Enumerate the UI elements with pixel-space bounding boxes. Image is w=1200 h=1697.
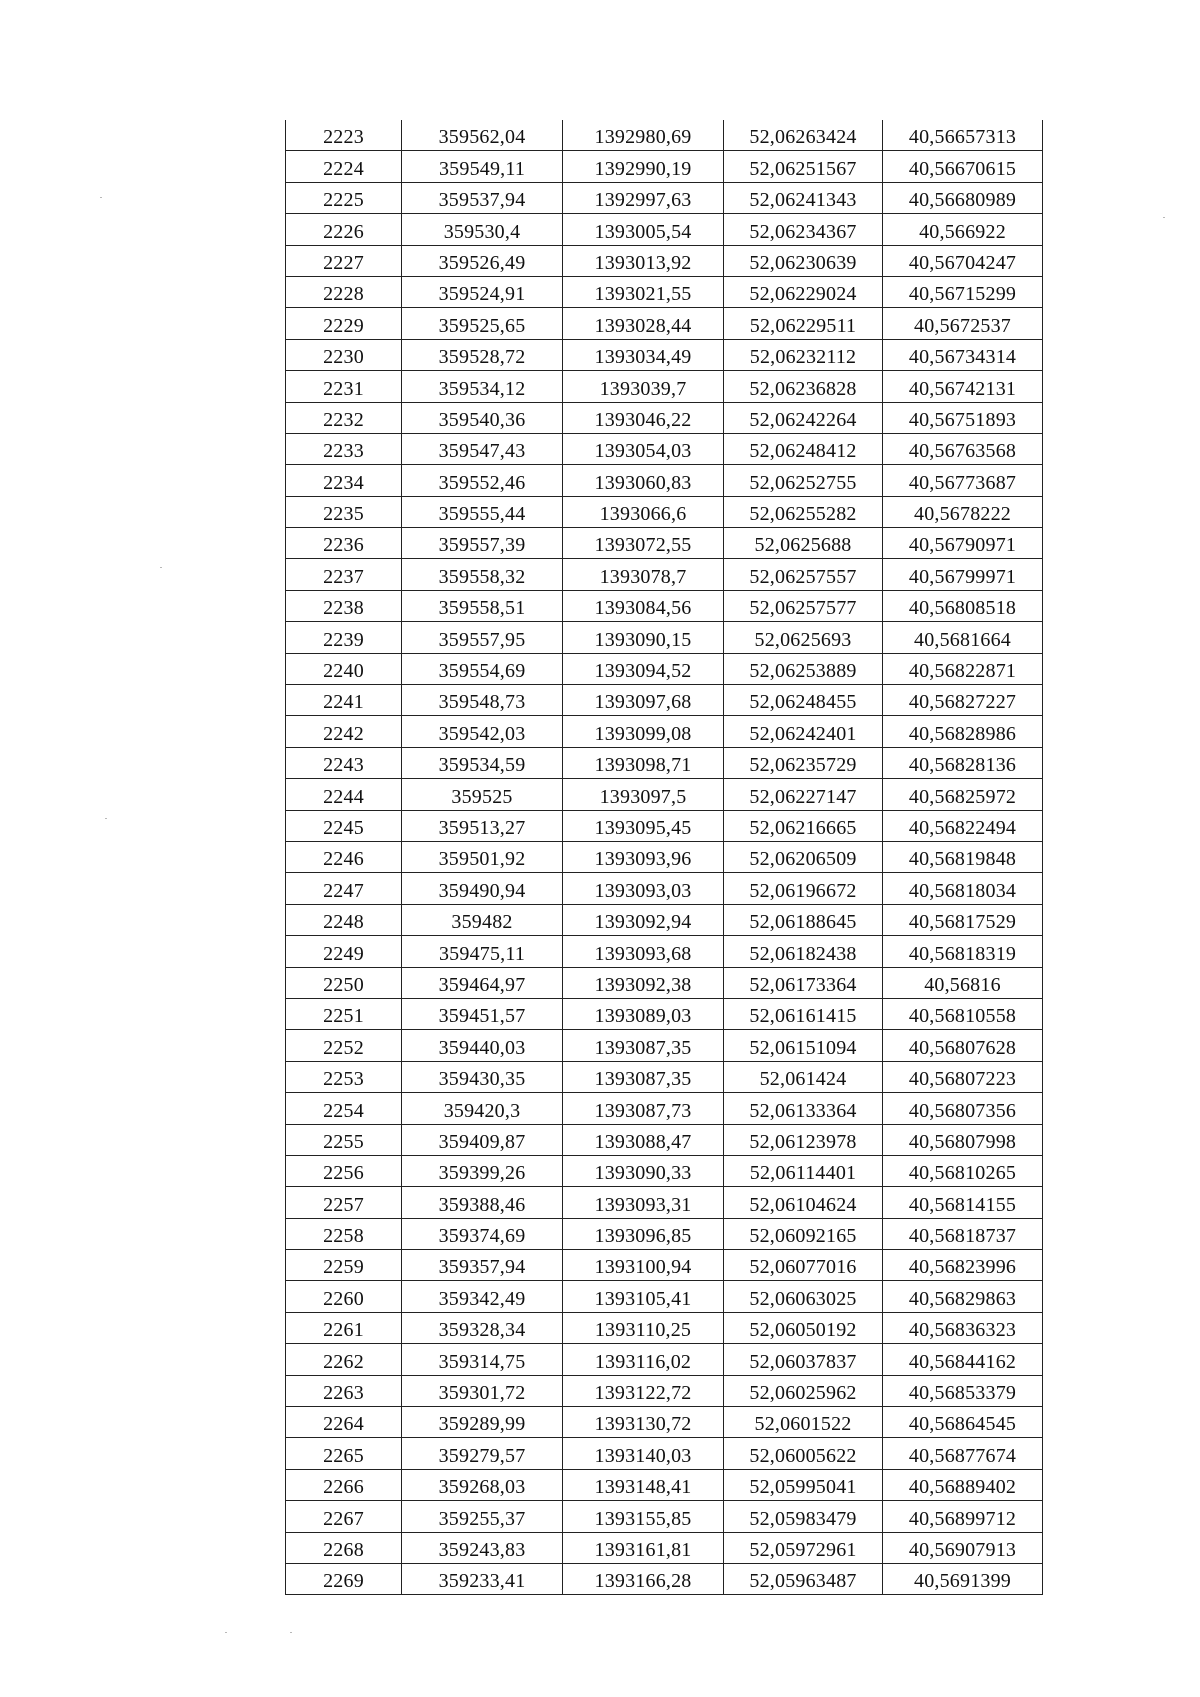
point-number-cell: 2240 [286,653,402,684]
latitude-cell: 52,06151094 [724,1030,883,1061]
table-row [286,1155,1043,1186]
y-coordinate-cell: 1393092,38 [563,967,724,998]
point-number-cell: 2263 [286,1375,402,1406]
x-coordinate-cell: 359482 [402,904,563,935]
table-row [286,1250,1043,1281]
table-row [286,1312,1043,1343]
table-row [286,967,1043,998]
point-number-cell: 2237 [286,559,402,590]
longitude-cell: 40,56734314 [883,339,1043,370]
point-number-cell: 2254 [286,1093,402,1124]
table-row [286,810,1043,841]
latitude-cell: 52,06063025 [724,1281,883,1312]
x-coordinate-cell: 359430,35 [402,1061,563,1092]
table-row [286,465,1043,496]
latitude-cell: 52,06236828 [724,371,883,402]
y-coordinate-cell: 1393094,52 [563,653,724,684]
latitude-cell: 52,06255282 [724,496,883,527]
latitude-cell: 52,06077016 [724,1250,883,1281]
latitude-cell: 52,06235729 [724,747,883,778]
longitude-cell: 40,56889402 [883,1469,1043,1500]
x-coordinate-cell: 359490,94 [402,873,563,904]
y-coordinate-cell: 1393140,03 [563,1438,724,1469]
longitude-cell: 40,56853379 [883,1375,1043,1406]
latitude-cell: 52,06206509 [724,841,883,872]
x-coordinate-cell: 359548,73 [402,685,563,716]
longitude-cell: 40,56715299 [883,276,1043,307]
longitude-cell: 40,56864545 [883,1407,1043,1438]
latitude-cell: 52,06216665 [724,810,883,841]
y-coordinate-cell: 1392980,69 [563,120,724,151]
table-row [286,1532,1043,1563]
table-row [286,873,1043,904]
y-coordinate-cell: 1393093,31 [563,1187,724,1218]
longitude-cell: 40,56844162 [883,1344,1043,1375]
table-row [286,1281,1043,1312]
longitude-cell: 40,56670615 [883,151,1043,182]
y-coordinate-cell: 1393084,56 [563,590,724,621]
x-coordinate-cell: 359314,75 [402,1344,563,1375]
point-number-cell: 2245 [286,810,402,841]
latitude-cell: 52,06230639 [724,245,883,276]
point-number-cell: 2250 [286,967,402,998]
y-coordinate-cell: 1393013,92 [563,245,724,276]
table-row [286,998,1043,1029]
x-coordinate-cell: 359542,03 [402,716,563,747]
y-coordinate-cell: 1393093,96 [563,841,724,872]
point-number-cell: 2260 [286,1281,402,1312]
point-number-cell: 2269 [286,1563,402,1594]
x-coordinate-cell: 359301,72 [402,1375,563,1406]
y-coordinate-cell: 1393087,35 [563,1061,724,1092]
longitude-cell: 40,56836323 [883,1312,1043,1343]
latitude-cell: 52,06123978 [724,1124,883,1155]
y-coordinate-cell: 1392997,63 [563,182,724,213]
longitude-cell: 40,5691399 [883,1563,1043,1594]
x-coordinate-cell: 359540,36 [402,402,563,433]
table-row [286,1061,1043,1092]
table-row [286,747,1043,778]
x-coordinate-cell: 359399,26 [402,1155,563,1186]
y-coordinate-cell: 1393005,54 [563,214,724,245]
table-row [286,653,1043,684]
x-coordinate-cell: 359475,11 [402,936,563,967]
longitude-cell: 40,56799971 [883,559,1043,590]
x-coordinate-cell: 359562,04 [402,120,563,151]
table-row [286,528,1043,559]
point-number-cell: 2253 [286,1061,402,1092]
longitude-cell: 40,56825972 [883,779,1043,810]
x-coordinate-cell: 359547,43 [402,433,563,464]
point-number-cell: 2236 [286,528,402,559]
table-row [286,1344,1043,1375]
point-number-cell: 2223 [286,120,402,151]
longitude-cell: 40,56907913 [883,1532,1043,1563]
y-coordinate-cell: 1393098,71 [563,747,724,778]
longitude-cell: 40,56828136 [883,747,1043,778]
latitude-cell: 52,05963487 [724,1563,883,1594]
latitude-cell: 52,05995041 [724,1469,883,1500]
latitude-cell: 52,0625693 [724,622,883,653]
longitude-cell: 40,56751893 [883,402,1043,433]
latitude-cell: 52,06248412 [724,433,883,464]
y-coordinate-cell: 1393097,68 [563,685,724,716]
point-number-cell: 2267 [286,1501,402,1532]
x-coordinate-cell: 359552,46 [402,465,563,496]
longitude-cell: 40,56817529 [883,904,1043,935]
table-row [286,1030,1043,1061]
y-coordinate-cell: 1393028,44 [563,308,724,339]
scan-speck [225,1632,227,1633]
x-coordinate-cell: 359525,65 [402,308,563,339]
longitude-cell: 40,56828986 [883,716,1043,747]
latitude-cell: 52,061424 [724,1061,883,1092]
table-row [286,1187,1043,1218]
latitude-cell: 52,05972961 [724,1532,883,1563]
scan-speck [105,818,107,819]
table-row [286,559,1043,590]
point-number-cell: 2258 [286,1218,402,1249]
latitude-cell: 52,06227147 [724,779,883,810]
latitude-cell: 52,06050192 [724,1312,883,1343]
point-number-cell: 2229 [286,308,402,339]
coordinates-table [285,120,1043,1595]
longitude-cell: 40,56827227 [883,685,1043,716]
x-coordinate-cell: 359530,4 [402,214,563,245]
latitude-cell: 52,06196672 [724,873,883,904]
point-number-cell: 2266 [286,1469,402,1500]
longitude-cell: 40,5681664 [883,622,1043,653]
table-row [286,716,1043,747]
table-row [286,1438,1043,1469]
scan-speck [100,197,102,198]
x-coordinate-cell: 359342,49 [402,1281,563,1312]
table-row [286,904,1043,935]
x-coordinate-cell: 359558,51 [402,590,563,621]
y-coordinate-cell: 1393087,73 [563,1093,724,1124]
y-coordinate-cell: 1393021,55 [563,276,724,307]
longitude-cell: 40,56814155 [883,1187,1043,1218]
x-coordinate-cell: 359440,03 [402,1030,563,1061]
point-number-cell: 2225 [286,182,402,213]
point-number-cell: 2244 [286,779,402,810]
x-coordinate-cell: 359557,39 [402,528,563,559]
y-coordinate-cell: 1393097,5 [563,779,724,810]
point-number-cell: 2243 [286,747,402,778]
x-coordinate-cell: 359534,12 [402,371,563,402]
point-number-cell: 2227 [286,245,402,276]
longitude-cell: 40,56818319 [883,936,1043,967]
latitude-cell: 52,06257557 [724,559,883,590]
latitude-cell: 52,05983479 [724,1501,883,1532]
y-coordinate-cell: 1393161,81 [563,1532,724,1563]
point-number-cell: 2255 [286,1124,402,1155]
table-row [286,1563,1043,1594]
longitude-cell: 40,5672537 [883,308,1043,339]
point-number-cell: 2228 [286,276,402,307]
scan-speck [1163,217,1165,218]
latitude-cell: 52,06188645 [724,904,883,935]
latitude-cell: 52,06263424 [724,120,883,151]
longitude-cell: 40,56819848 [883,841,1043,872]
latitude-cell: 52,06251567 [724,151,883,182]
point-number-cell: 2238 [286,590,402,621]
latitude-cell: 52,06229511 [724,308,883,339]
y-coordinate-cell: 1393166,28 [563,1563,724,1594]
point-number-cell: 2233 [286,433,402,464]
latitude-cell: 52,06025962 [724,1375,883,1406]
y-coordinate-cell: 1393088,47 [563,1124,724,1155]
x-coordinate-cell: 359451,57 [402,998,563,1029]
y-coordinate-cell: 1393078,7 [563,559,724,590]
table-row [286,433,1043,464]
x-coordinate-cell: 359558,32 [402,559,563,590]
scan-speck [290,1632,292,1633]
y-coordinate-cell: 1393092,94 [563,904,724,935]
longitude-cell: 40,56657313 [883,120,1043,151]
table-row [286,151,1043,182]
scan-speck [160,567,162,568]
x-coordinate-cell: 359557,95 [402,622,563,653]
table-row [286,402,1043,433]
longitude-cell: 40,56829863 [883,1281,1043,1312]
latitude-cell: 52,06161415 [724,998,883,1029]
point-number-cell: 2235 [286,496,402,527]
x-coordinate-cell: 359513,27 [402,810,563,841]
table-row [286,120,1043,151]
point-number-cell: 2249 [286,936,402,967]
point-number-cell: 2247 [286,873,402,904]
point-number-cell: 2268 [286,1532,402,1563]
point-number-cell: 2259 [286,1250,402,1281]
table-row [286,1501,1043,1532]
y-coordinate-cell: 1392990,19 [563,151,724,182]
longitude-cell: 40,566922 [883,214,1043,245]
point-number-cell: 2265 [286,1438,402,1469]
point-number-cell: 2256 [286,1155,402,1186]
latitude-cell: 52,06252755 [724,465,883,496]
table-row [286,590,1043,621]
x-coordinate-cell: 359255,37 [402,1501,563,1532]
point-number-cell: 2257 [286,1187,402,1218]
longitude-cell: 40,56807628 [883,1030,1043,1061]
longitude-cell: 40,56810558 [883,998,1043,1029]
latitude-cell: 52,06133364 [724,1093,883,1124]
longitude-cell: 40,56807223 [883,1061,1043,1092]
latitude-cell: 52,06092165 [724,1218,883,1249]
table-row [286,841,1043,872]
table-row [286,936,1043,967]
x-coordinate-cell: 359279,57 [402,1438,563,1469]
longitude-cell: 40,56680989 [883,182,1043,213]
longitude-cell: 40,56899712 [883,1501,1043,1532]
latitude-cell: 52,06257577 [724,590,883,621]
point-number-cell: 2251 [286,998,402,1029]
y-coordinate-cell: 1393093,03 [563,873,724,904]
y-coordinate-cell: 1393155,85 [563,1501,724,1532]
latitude-cell: 52,06005622 [724,1438,883,1469]
latitude-cell: 52,06241343 [724,182,883,213]
y-coordinate-cell: 1393105,41 [563,1281,724,1312]
longitude-cell: 40,56822494 [883,810,1043,841]
latitude-cell: 52,06037837 [724,1344,883,1375]
point-number-cell: 2224 [286,151,402,182]
table-row [286,1375,1043,1406]
latitude-cell: 52,06104624 [724,1187,883,1218]
table-row [286,371,1043,402]
latitude-cell: 52,0601522 [724,1407,883,1438]
y-coordinate-cell: 1393095,45 [563,810,724,841]
y-coordinate-cell: 1393090,15 [563,622,724,653]
table-row [286,182,1043,213]
point-number-cell: 2262 [286,1344,402,1375]
x-coordinate-cell: 359537,94 [402,182,563,213]
point-number-cell: 2226 [286,214,402,245]
latitude-cell: 52,0625688 [724,528,883,559]
x-coordinate-cell: 359501,92 [402,841,563,872]
y-coordinate-cell: 1393116,02 [563,1344,724,1375]
point-number-cell: 2246 [286,841,402,872]
y-coordinate-cell: 1393122,72 [563,1375,724,1406]
point-number-cell: 2248 [286,904,402,935]
x-coordinate-cell: 359289,99 [402,1407,563,1438]
table-row [286,308,1043,339]
table-row [286,779,1043,810]
table-row [286,339,1043,370]
table-row [286,1093,1043,1124]
latitude-cell: 52,06229024 [724,276,883,307]
table-row [286,214,1043,245]
point-number-cell: 2241 [286,685,402,716]
x-coordinate-cell: 359328,34 [402,1312,563,1343]
y-coordinate-cell: 1393066,6 [563,496,724,527]
x-coordinate-cell: 359409,87 [402,1124,563,1155]
x-coordinate-cell: 359268,03 [402,1469,563,1500]
longitude-cell: 40,56773687 [883,465,1043,496]
longitude-cell: 40,56816 [883,967,1043,998]
y-coordinate-cell: 1393034,49 [563,339,724,370]
longitude-cell: 40,56790971 [883,528,1043,559]
point-number-cell: 2234 [286,465,402,496]
longitude-cell: 40,56877674 [883,1438,1043,1469]
x-coordinate-cell: 359233,41 [402,1563,563,1594]
latitude-cell: 52,06234367 [724,214,883,245]
table-row [286,496,1043,527]
latitude-cell: 52,06242401 [724,716,883,747]
longitude-cell: 40,5678222 [883,496,1043,527]
table-row [286,276,1043,307]
table-row [286,622,1043,653]
x-coordinate-cell: 359464,97 [402,967,563,998]
y-coordinate-cell: 1393072,55 [563,528,724,559]
x-coordinate-cell: 359528,72 [402,339,563,370]
x-coordinate-cell: 359420,3 [402,1093,563,1124]
latitude-cell: 52,06253889 [724,653,883,684]
x-coordinate-cell: 359243,83 [402,1532,563,1563]
x-coordinate-cell: 359526,49 [402,245,563,276]
y-coordinate-cell: 1393046,22 [563,402,724,433]
point-number-cell: 2230 [286,339,402,370]
latitude-cell: 52,06182438 [724,936,883,967]
longitude-cell: 40,56822871 [883,653,1043,684]
y-coordinate-cell: 1393039,7 [563,371,724,402]
longitude-cell: 40,56818737 [883,1218,1043,1249]
point-number-cell: 2239 [286,622,402,653]
point-number-cell: 2252 [286,1030,402,1061]
longitude-cell: 40,56823996 [883,1250,1043,1281]
x-coordinate-cell: 359554,69 [402,653,563,684]
longitude-cell: 40,56808518 [883,590,1043,621]
y-coordinate-cell: 1393054,03 [563,433,724,464]
point-number-cell: 2242 [286,716,402,747]
y-coordinate-cell: 1393090,33 [563,1155,724,1186]
longitude-cell: 40,56742131 [883,371,1043,402]
table-row [286,1124,1043,1155]
y-coordinate-cell: 1393148,41 [563,1469,724,1500]
y-coordinate-cell: 1393089,03 [563,998,724,1029]
y-coordinate-cell: 1393100,94 [563,1250,724,1281]
longitude-cell: 40,56807356 [883,1093,1043,1124]
y-coordinate-cell: 1393096,85 [563,1218,724,1249]
y-coordinate-cell: 1393110,25 [563,1312,724,1343]
latitude-cell: 52,06248455 [724,685,883,716]
longitude-cell: 40,56807998 [883,1124,1043,1155]
table-row [286,1469,1043,1500]
x-coordinate-cell: 359357,94 [402,1250,563,1281]
table-row [286,1218,1043,1249]
point-number-cell: 2264 [286,1407,402,1438]
table-row [286,1407,1043,1438]
x-coordinate-cell: 359555,44 [402,496,563,527]
y-coordinate-cell: 1393060,83 [563,465,724,496]
y-coordinate-cell: 1393130,72 [563,1407,724,1438]
x-coordinate-cell: 359388,46 [402,1187,563,1218]
x-coordinate-cell: 359524,91 [402,276,563,307]
longitude-cell: 40,56704247 [883,245,1043,276]
point-number-cell: 2261 [286,1312,402,1343]
y-coordinate-cell: 1393093,68 [563,936,724,967]
longitude-cell: 40,56818034 [883,873,1043,904]
longitude-cell: 40,56763568 [883,433,1043,464]
latitude-cell: 52,06232112 [724,339,883,370]
latitude-cell: 52,06114401 [724,1155,883,1186]
y-coordinate-cell: 1393099,08 [563,716,724,747]
latitude-cell: 52,06242264 [724,402,883,433]
point-number-cell: 2231 [286,371,402,402]
x-coordinate-cell: 359534,59 [402,747,563,778]
table-row [286,685,1043,716]
x-coordinate-cell: 359549,11 [402,151,563,182]
y-coordinate-cell: 1393087,35 [563,1030,724,1061]
coordinates-table-body [286,120,1043,1595]
longitude-cell: 40,56810265 [883,1155,1043,1186]
x-coordinate-cell: 359525 [402,779,563,810]
latitude-cell: 52,06173364 [724,967,883,998]
table-row [286,245,1043,276]
point-number-cell: 2232 [286,402,402,433]
x-coordinate-cell: 359374,69 [402,1218,563,1249]
